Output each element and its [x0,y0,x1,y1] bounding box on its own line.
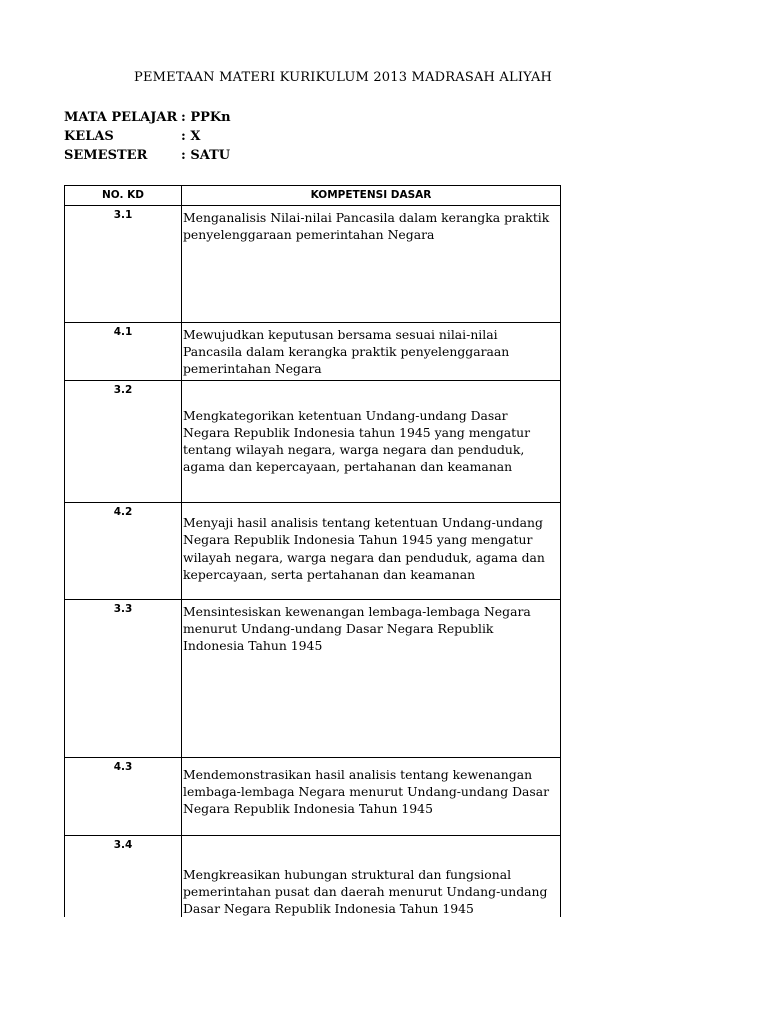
kd-number: 3.1 [65,206,182,322]
meta-row-semester [64,148,230,163]
kd-number: 4.1 [65,323,182,380]
header-kompetensi-dasar: KOMPETENSI DASAR [310,189,432,201]
meta-key: KELAS [64,129,114,144]
document-title: PEMETAAN MATERI KURIKULUM 2013 MADRASAH ALIYAH [134,70,553,85]
table-row [65,503,560,600]
kd-text: Mengkreasikan hubungan struktural dan fungsional pemerintahan pusat dan daerah menurut Undang-undang Dasar Negara Republik Indonesia Tahun 1945 [183,867,548,916]
header-no-kd: NO. KD [65,186,182,205]
meta-value: : SATU [181,148,231,163]
kd-text: Mensintesiskan kewenangan lembaga-lembaga Negara menurut Undang-undang Dasar Negara Republik Indonesia Tahun 1945 [183,604,531,653]
kd-number: 3.4 [65,836,182,917]
kd-text: Mendemonstrasikan hasil analisis tentang kewenangan lembaga-lembaga Negara menurut Undang-undang Dasar Negara Republik Indonesia Tahun 1945 [183,767,550,816]
meta-value: : X [181,129,201,144]
kd-text: Mewujudkan keputusan bersama sesuai nilai-nilai Pancasila dalam kerangka praktik penyelenggaraan pemerintahan Negara [183,327,510,376]
kd-number: 4.3 [65,758,182,835]
table-row [65,323,560,381]
kd-number: 4.2 [65,503,182,599]
table-row [65,836,560,917]
meta-key: MATA PELAJAR [64,110,178,125]
table-row [65,758,560,836]
kd-number: 3.2 [65,381,182,502]
table-row [65,600,560,758]
meta-value: : PPKn [181,110,231,125]
kd-number: 3.3 [65,600,182,757]
kd-text: Mengkategorikan ketentuan Undang-undang Dasar Negara Republik Indonesia tahun 1945 yang mengatur tentang wilayah negara, warga negara dan penduduk, agama dan kepercayaan, pertahanan dan keamanan [183,408,531,474]
meta-key: SEMESTER [64,148,148,163]
meta-row-class [64,129,200,144]
kd-text: Menyaji hasil analisis tentang ketentuan Undang-undang Negara Republik Indonesia Tahun 1945 yang mengatur wilayah negara, warga negara dan penduduk, agama dan kepercayaan, serta pertahanan dan keamanan [183,515,545,583]
table-row [65,381,560,503]
meta-row-subject [64,110,231,125]
table-header [65,185,560,206]
table-row [65,206,560,323]
competency-table [64,185,561,917]
kd-text: Menganalisis Nilai-nilai Pancasila dalam kerangka praktik penyelenggaraan pemerintahan Negara [183,210,550,242]
